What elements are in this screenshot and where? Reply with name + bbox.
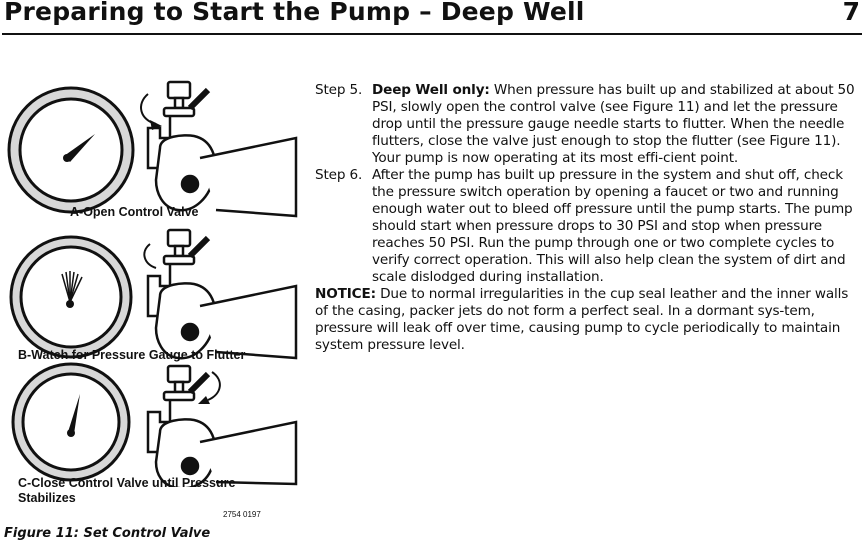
notice — [315, 286, 863, 354]
notice-label: NOTICE: — [315, 286, 376, 302]
page-header — [0, 0, 868, 34]
step-text: When pressure has built up and stabilized at about 50 PSI, slowly open the control valve (see Figure 11) and let the pressure drop until the pressure gauge needle starts to flutter. When the needle flutters, close the valve just enough to stop the flutter (see Figure 11). Your pump is now operating at its most effi-cient point. — [372, 82, 855, 166]
step-label: Step 6. — [315, 167, 363, 183]
step-6 — [315, 167, 863, 286]
figure-11 — [0, 72, 300, 549]
figure-code: 2754 0197 — [223, 510, 261, 519]
step-label: Step 5. — [315, 82, 363, 98]
notice-text: Due to normal irregularities in the cup seal leather and the inner walls of the casing, packer jets do not form a perfect seal. In a dormant sys-tem, pressure will leak off over time, causing pump to cycle periodically to maintain system pressure level. — [315, 286, 849, 353]
step-text: After the pump has built up pressure in the system and shut off, check the pressure switch operation by opening a faucet or two and running enough water out to bleed off pressure until the pump starts. The pump should start when pressure drops to 30 PSI and stop when pressure reaches 50 PSI. Run the pump through one or two complete cycles to verify correct operation. This will also help clean the system of dirt and scale dislodged during installation. — [372, 167, 853, 285]
header-rule — [2, 33, 862, 35]
instructions — [315, 82, 863, 354]
figure-caption-b: B-Watch for Pressure Gauge to Flutter — [18, 348, 246, 362]
figure-caption-c: C-Close Control Valve until Pressure Stabilizes — [18, 476, 236, 505]
step-body — [372, 167, 863, 286]
figure-title: Figure 11: Set Control Valve — [4, 526, 211, 541]
gauge-close-valve-illustration — [0, 362, 300, 487]
figure-caption-a: A-Open Control Valve — [70, 205, 199, 219]
gauge-open-valve-illustration — [0, 72, 300, 222]
gauge-flutter-illustration — [0, 222, 300, 362]
page-number: 7 — [842, 0, 860, 26]
step-emphasis: Deep Well only: — [372, 82, 490, 98]
figure-panel-a — [0, 72, 300, 222]
step-5 — [315, 82, 863, 167]
page-title: Preparing to Start the Pump – Deep Well — [4, 0, 585, 26]
step-body — [372, 82, 863, 167]
figure-panel-b — [0, 222, 300, 362]
figure-panel-c — [0, 362, 300, 512]
